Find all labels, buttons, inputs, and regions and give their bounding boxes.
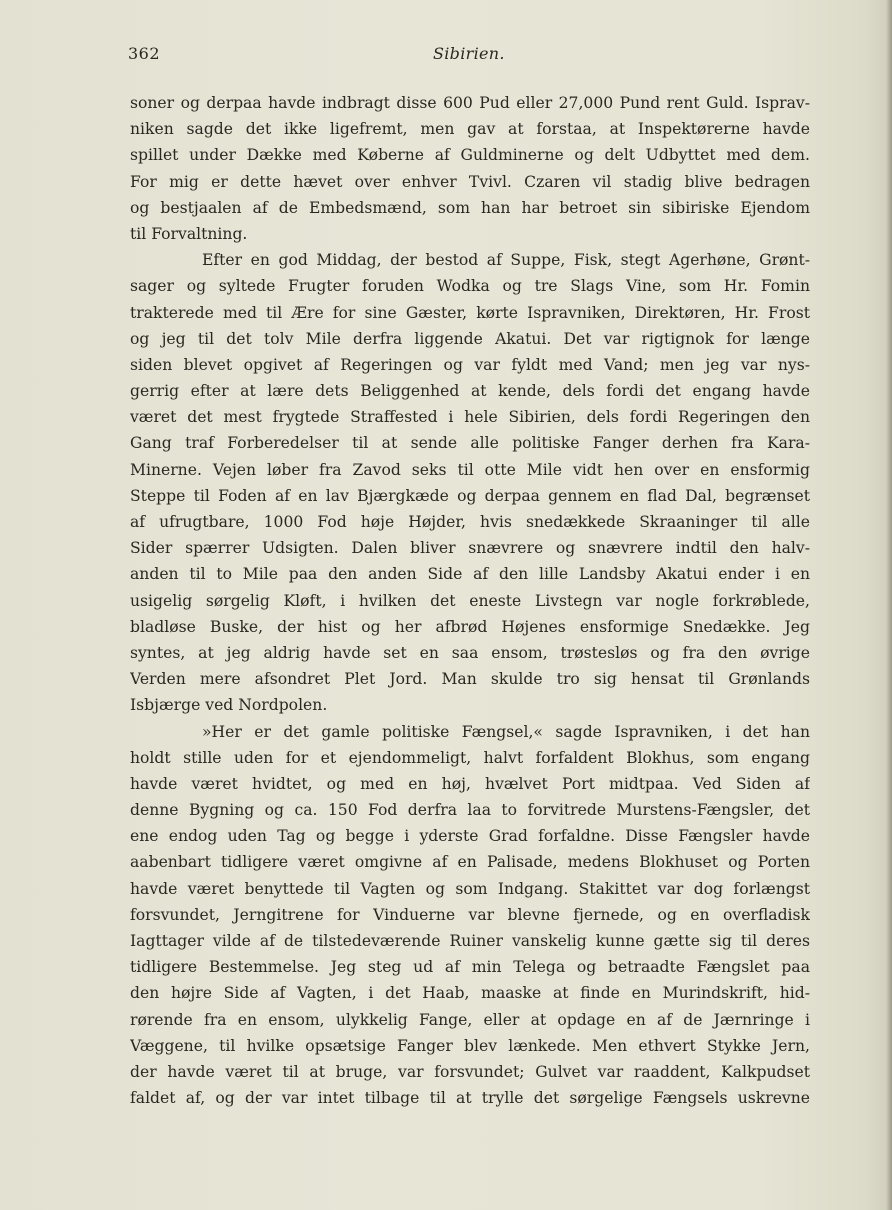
text-line: syntes, at jeg aldrig havde set en saa ensom, trøstesløs og fra den øvrige <box>130 643 810 662</box>
text-line: Steppe til Foden af en lav Bjærgkæde og derpaa gennem en flad Dal, begrænset <box>130 486 810 505</box>
text-line: Sider spærrer Udsigten. Dalen bliver snævrere og snævrere indtil den halv- <box>130 539 810 558</box>
text-line: Efter en god Middag, der bestod af Suppe, Fisk, stegt Agerhøne, Grønt- <box>202 251 810 270</box>
text-line: tidligere Bestemmelse. Jeg steg ud af min Telega og betraadte Fængslet paa <box>130 958 810 977</box>
text-line: til Forvaltning. <box>130 224 248 243</box>
text-line: ene endog uden Tag og begge i yderste Grad forfaldne. Disse Fængsler havde <box>130 827 810 846</box>
text-line: Væggene, til hvilke opsætsige Fanger blev lænkede. Men ethvert Stykke Jern, <box>130 1036 810 1055</box>
text-line: sager og syltede Frugter foruden Wodka og tre Slags Vine, som Hr. Fomin <box>130 277 810 296</box>
page-number: 362 <box>128 44 161 63</box>
running-title: Sibirien. <box>433 44 505 63</box>
text-line: holdt stille uden for et ejendommeligt, halvt forfaldent Blokhus, som engang <box>130 748 810 767</box>
text-line: Verden mere afsondret Plet Jord. Man skulde tro sig hensat til Grønlands <box>130 670 810 689</box>
text-line: For mig er dette hævet over enhver Tvivl. Czaren vil stadig blive bedragen <box>130 172 810 191</box>
body-text <box>130 90 810 1111</box>
text-line: der havde været til at bruge, var forsvundet; Gulvet var raaddent, Kalkpudset <box>130 1062 810 1081</box>
text-line: havde været hvidtet, og med en høj, hvælvet Port midtpaa. Ved Siden af <box>130 774 810 793</box>
text-line: Minerne. Vejen løber fra Zavod seks til otte Mile vidt hen over en ensformig <box>130 460 810 479</box>
page-header <box>128 44 808 70</box>
text-line: spillet under Dække med Køberne af Guldminerne og delt Udbyttet med dem. <box>130 146 810 165</box>
text-line: denne Bygning og ca. 150 Fod derfra laa to forvitrede Murstens-Fængsler, det <box>130 801 810 820</box>
text-line: bladløse Buske, der hist og her afbrød Højenes ensformige Snedække. Jeg <box>130 617 810 636</box>
text-line: faldet af, og der var intet tilbage til at trylle det sørgelige Fængsels uskrevne <box>130 1089 810 1108</box>
text-line: trakterede med til Ære for sine Gæster, kørte Ispravniken, Direktøren, Hr. Frost <box>130 303 810 322</box>
text-line: usigelig sørgelig Kløft, i hvilken det eneste Livstegn var nogle forkrøblede, <box>130 591 810 610</box>
text-line: af ufrugtbare, 1000 Fod høje Højder, hvis snedækkede Skraaninger til alle <box>130 513 810 531</box>
text-line: siden blevet opgivet af Regeringen og var fyldt med Vand; men jeg var nys- <box>130 355 810 374</box>
text-line: Gang traf Forberedelser til at sende alle politiske Fanger derhen fra Kara- <box>130 434 810 453</box>
text-line: forsvundet, Jerngitrene for Vinduerne var blevne fjernede, og en overfladisk <box>130 905 810 924</box>
text-line: gerrig efter at lære dets Beliggenhed at kende, dels fordi det engang havde <box>130 382 810 401</box>
text-line: og jeg til det tolv Mile derfra liggende Akatui. Det var rigtignok for længe <box>130 329 810 348</box>
text-line: havde været benyttede til Vagten og som Indgang. Stakittet var dog forlængst <box>130 879 810 898</box>
text-line: aabenbart tidligere været omgivne af en Palisade, medens Blokhuset og Porten <box>130 853 810 872</box>
text-line: rørende fra en ensom, ulykkelig Fange, eller at opdage en af de Jærnringe i <box>130 1010 810 1029</box>
text-line: Isbjærge ved Nordpolen. <box>130 696 328 715</box>
text-line: soner og derpaa havde indbragt disse 600 Pud eller 27,000 Pund rent Guld. Isprav- <box>130 94 810 112</box>
text-line: niken sagde det ikke ligefremt, men gav at forstaa, at Inspektørerne havde <box>130 120 810 139</box>
text-line: været det mest frygtede Straffested i hele Sibirien, dels fordi Regeringen den <box>130 408 810 427</box>
text-line: den højre Side af Vagten, i det Haab, maaske at finde en Murindskrift, hid- <box>130 984 810 1003</box>
text-line: anden til to Mile paa den anden Side af den lille Landsby Akatui ender i en <box>130 565 810 584</box>
text-line: Iagttager vilde af de tilstedeværende Ruiner vanskelig kunne gætte sig til deres <box>130 932 810 950</box>
page-edge-shadow <box>886 0 892 1210</box>
text-line: »Her er det gamle politiske Fængsel,« sagde Ispravniken, i det han <box>202 722 810 741</box>
text-line: og bestjaalen af de Embedsmænd, som han har betroet sin sibiriske Ejendom <box>130 198 810 217</box>
